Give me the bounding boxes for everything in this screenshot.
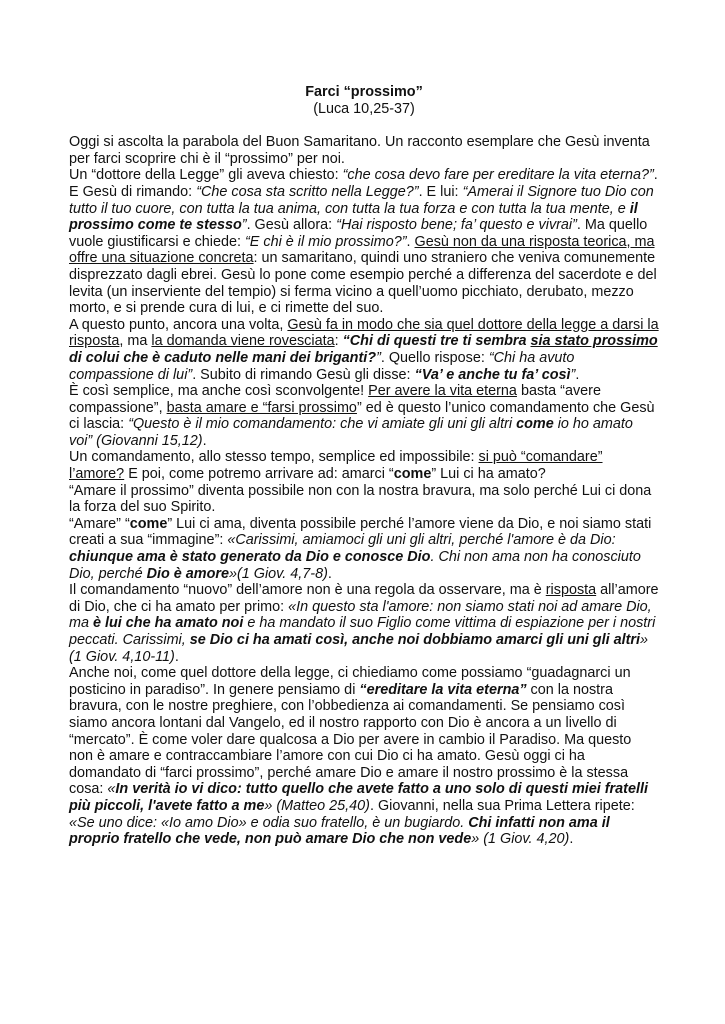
text-run: ” Lui ci ama, diventa possibile perché l’amore viene da Dio, e noi siamo stati creati a sua “immagine”: — [69, 515, 652, 549]
paragraph — [69, 383, 659, 449]
text-run: : — [334, 333, 343, 350]
paragraph — [69, 167, 659, 316]
text-run: sia stato prossimo — [530, 333, 658, 350]
paragraph — [69, 516, 659, 582]
text-run: risposta — [545, 582, 597, 599]
paragraph — [69, 665, 659, 848]
text-run: Anche noi, come quel dottore della legge, ci chiediamo come possiamo “guadagnarci un posticino in paradiso”. In genere pensiamo di — [69, 665, 631, 698]
text-run: come — [129, 515, 168, 532]
document-subtitle: (Luca 10,25-37) — [313, 100, 415, 117]
text-run: ” — [570, 366, 576, 383]
text-run: “Chi di questi tre ti sembra — [342, 333, 531, 350]
paragraph — [69, 582, 659, 665]
text-run: . Chi non ama non ha conosciuto Dio, perché — [69, 549, 641, 582]
text-run: la domanda viene rovesciata — [151, 333, 335, 350]
text-run: con la nostra bravura, con le nostre preghiere, con l’obbedienza ai comandamenti. Se pensiamo così siamo ancora lontani dal Vangelo, ed il nostro rapporto con Dio è ancora a un livello di “mercato”. È come voler dare qualcosa a Dio per avere in cambio il Paradiso. Ma questo non è amare e contraccambiare l’amore con cui Dio ci ha amato. Gesù oggi ci ha domandato di “farci prossimo”, perché amare Dio e amare il nostro prossimo è la stessa cosa: — [69, 681, 632, 798]
text-run: Un “dottore della Legge” gli aveva chiesto: — [69, 167, 343, 184]
text-run: . E Gesù di rimando: — [69, 167, 658, 200]
text-run: È così semplice, ma anche così sconvolgente! — [69, 383, 369, 400]
document-title: Farci “prossimo” — [305, 84, 423, 100]
paragraph — [69, 483, 659, 516]
text-run: . — [202, 432, 207, 449]
document-page — [69, 84, 659, 848]
text-run: “Amare il prossimo” diventa possibile non con la nostra bravura, ma solo perché Lui ci dona la forza del suo Spirito. — [69, 482, 652, 516]
text-run: “ereditare la vita eterna” — [359, 681, 527, 698]
text-run: . — [174, 648, 179, 665]
text-run: ” — [241, 217, 247, 234]
text-run: « — [107, 781, 116, 798]
text-run: “E chi è il mio prossimo?” — [244, 233, 407, 250]
text-run: “Va’ e anche tu fa’ così — [414, 366, 571, 383]
text-run: basta amare e “farsi prossimo — [166, 399, 357, 416]
text-run: «In questo sta l'amore: non siamo stati noi ad amare Dio, ma — [69, 598, 652, 632]
text-run: “Che cosa sta scritto nella Legge?” — [196, 183, 419, 200]
text-run: “Amare” “ — [69, 515, 130, 532]
text-run: » (1 Giov. 4,20) — [471, 831, 570, 848]
text-run: “che cosa devo fare per ereditare la vita eterna?” — [342, 167, 654, 184]
text-run: . Gesù allora: — [246, 217, 337, 234]
text-run: “Hai risposto bene; fa’ questo e vivrai” — [336, 217, 577, 234]
paragraph — [69, 317, 659, 383]
text-run: all’amore di Dio, che ci ha amato per primo: — [69, 582, 659, 615]
text-run: “Chi ha avuto compassione di lui” — [69, 349, 575, 383]
text-run: ” ed è questo l’unico comandamento che Gesù ci lascia: — [69, 399, 655, 433]
text-run: io ho amato voi” (Giovanni 15,12) — [69, 416, 633, 449]
text-run: . — [406, 233, 415, 250]
text-run: e ha mandato il suo Figlio come vittima di espiazione per i nostri peccati. Carissimi, — [69, 615, 656, 648]
text-run: » (Matteo 25,40) — [264, 797, 370, 814]
text-run: . E lui: — [418, 183, 463, 200]
text-run: ” — [376, 349, 381, 366]
text-run: » (1 Giov. 4,10-11) — [69, 632, 648, 665]
title-spacer — [69, 117, 659, 134]
text-run: Oggi si ascolta la parabola del Buon Samaritano. Un racconto esemplare che Gesù inventa per farci scoprire chi è il “prossimo” per noi. — [69, 134, 650, 167]
text-run: Chi infatti non ama il proprio fratello che vede, non può amare Dio che non vede — [69, 814, 610, 848]
text-run: A questo punto, ancora una volta, — [69, 316, 288, 333]
text-run: se Dio ci ha amati così, anche noi dobbiamo amarci gli uni gli altri — [189, 632, 640, 648]
text-run: . Quello rispose: — [380, 349, 489, 366]
text-run: , ma — [119, 333, 152, 350]
text-run: “Amerai il Signore tuo Dio con tutto il tuo cuore, con tutta la tua anima, con tutta la tua forza e con tutta la tua mente, e — [69, 183, 654, 217]
text-run: «Carissimi, amiamoci gli uni gli altri, perché l'amore è da Dio: — [227, 532, 616, 549]
text-run: . — [575, 366, 580, 383]
text-run: Il comandamento “nuovo” dell’amore non è una regola da osservare, ma è — [69, 582, 546, 599]
text-run: Gesù non da una risposta teorica, ma offre una situazione concreta — [69, 233, 655, 267]
text-run: chiunque ama è stato generato da Dio e conosce Dio — [69, 549, 431, 566]
paragraph — [69, 449, 659, 482]
text-run: Per avere la vita eterna — [368, 383, 517, 400]
text-run: come — [393, 466, 432, 483]
text-run: : un samaritano, quindi uno straniero che veniva comunemente disprezzato dagli ebrei. Gesù lo pone come esempio perché a differenza del sacerdote e del levita (un inserviente del tempio) si ferma vicino a quell’uomo picchiato, derubato, mezzo morto, e si prende cura di lui, e ci rimette del suo. — [69, 250, 657, 317]
text-run: Dio è amore — [146, 565, 229, 582]
paragraph — [69, 134, 659, 167]
text-run: . Giovanni, nella sua Prima Lettera ripete: — [369, 797, 635, 814]
text-run: . — [327, 565, 332, 582]
text-run: si può “comandare” l’amore? — [69, 449, 603, 483]
text-run: »(1 Giov. 4,7-8) — [228, 565, 328, 582]
text-run: . Ma quello vuole giustificarsi e chiede: — [69, 217, 648, 250]
text-run: “Questo è il mio comandamento: che vi amiate gli uni gli altri — [128, 416, 517, 433]
text-run: In verità io vi dico: tutto quello che avete fatto a uno solo di questi miei fratelli più piccoli, l'avete fatto a me — [69, 781, 648, 814]
text-run: . — [569, 831, 574, 848]
text-run: ” Lui ci ha amato? — [431, 466, 546, 483]
text-run: Gesù fa in modo che sia quel dottore della legge a darsi la risposta — [69, 316, 659, 350]
text-run: il prossimo come te stesso — [69, 200, 638, 234]
text-run: di colui che è caduto nelle mani dei briganti? — [69, 349, 377, 366]
text-run: come — [516, 416, 554, 433]
document-body — [69, 134, 659, 848]
text-run: Un comandamento, allo stesso tempo, semplice ed impossibile: — [69, 449, 479, 466]
text-run: è lui che ha amato noi — [93, 615, 244, 632]
text-run: «Se uno dice: «Io amo Dio» e odia suo fratello, è un bugiardo. — [69, 814, 469, 831]
text-run: E poi, come potremo arrivare ad: amarci “ — [124, 466, 394, 483]
text-run: . Subito di rimando Gesù gli disse: — [192, 366, 415, 383]
text-run: basta “avere compassione”, — [69, 383, 601, 416]
